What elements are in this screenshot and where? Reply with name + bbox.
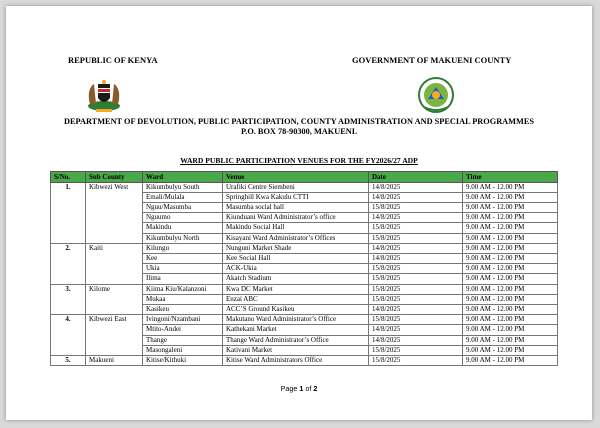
table-cell-date: 14/8/2025 xyxy=(369,243,463,253)
makueni-county-seal-icon xyxy=(416,75,456,115)
table-cell-sub xyxy=(86,192,143,202)
table-cell-venue: Thange Ward Administrator’s Office xyxy=(223,335,369,345)
table-cell-venue: Urafiki Centre Siembeni xyxy=(223,182,369,192)
table-cell-date: 14/8/2025 xyxy=(369,213,463,223)
table-cell-time: 9.00 AM - 12.00 PM xyxy=(463,315,558,325)
table-cell-sub xyxy=(86,335,143,345)
table-header-row xyxy=(51,172,558,183)
table-cell-sno xyxy=(51,264,86,274)
table-row xyxy=(51,325,558,335)
table-cell-date: 15/8/2025 xyxy=(369,264,463,274)
header-government-of-makueni: GOVERNMENT OF MAKUENI COUNTY xyxy=(352,55,512,65)
table-cell-date: 15/8/2025 xyxy=(369,223,463,233)
table-cell-date: 14/8/2025 xyxy=(369,325,463,335)
table-cell-sub: Kaiti xyxy=(86,243,143,253)
table-cell-ward: Masongaleni xyxy=(143,345,223,355)
table-cell-venue: ACK-Ukia xyxy=(223,264,369,274)
table-cell-time: 9.00 AM - 12.00 PM xyxy=(463,325,558,335)
table-cell-sub xyxy=(86,264,143,274)
table-cell-ward: Nguu/Masumba xyxy=(143,202,223,212)
table-cell-sub xyxy=(86,213,143,223)
table-cell-ward: Ivingoni/Nzambani xyxy=(143,315,223,325)
table-cell-time: 9.00 AM - 12.00 PM xyxy=(463,345,558,355)
table-row xyxy=(51,345,558,355)
table-row xyxy=(51,223,558,233)
column-header: Venue xyxy=(223,172,369,183)
table-cell-sub xyxy=(86,233,143,243)
table-cell-sno: 3. xyxy=(51,284,86,294)
table-cell-ward: Kikumbulyu South xyxy=(143,182,223,192)
column-header: Sub County xyxy=(86,172,143,183)
venues-table xyxy=(50,171,558,366)
table-cell-time: 9.00 AM - 12.00 PM xyxy=(463,192,558,202)
table-row xyxy=(51,182,558,192)
table-cell-sub xyxy=(86,223,143,233)
table-cell-sub: Kibwezi West xyxy=(86,182,143,192)
table-cell-venue: Kiunduani Ward Administrator’s office xyxy=(223,213,369,223)
table-cell-time: 9.00 AM - 12.00 PM xyxy=(463,294,558,304)
table-cell-time: 9.00 AM - 12.00 PM xyxy=(463,223,558,233)
table-cell-sub xyxy=(86,304,143,314)
document-page xyxy=(6,6,592,420)
table-cell-venue: Akatch Stadium xyxy=(223,274,369,284)
table-cell-ward: Kikumbulyu North xyxy=(143,233,223,243)
table-cell-time: 9.00 AM - 12.00 PM xyxy=(463,182,558,192)
table-cell-time: 9.00 AM - 12.00 PM xyxy=(463,284,558,294)
table-cell-ward: Thange xyxy=(143,335,223,345)
table-cell-ward: Kilungu xyxy=(143,243,223,253)
table-cell-venue: Makindu Social Hall xyxy=(223,223,369,233)
page-total: 2 xyxy=(313,384,318,393)
page-number xyxy=(6,384,592,393)
table-cell-venue: Kisayani Ward Administrator’s Offices xyxy=(223,233,369,243)
table-cell-venue: Kitise Ward Administrators Office xyxy=(223,355,369,365)
table-cell-sno xyxy=(51,253,86,263)
page-mid: of xyxy=(303,384,314,393)
table-body xyxy=(51,182,558,366)
table-cell-venue: Makutano Ward Administrator’s Office xyxy=(223,315,369,325)
table-row xyxy=(51,274,558,284)
kenya-coat-of-arms-icon xyxy=(82,76,126,116)
table-cell-date: 15/8/2025 xyxy=(369,233,463,243)
table-row xyxy=(51,294,558,304)
column-header: Date xyxy=(369,172,463,183)
table-cell-ward: Kitise/Kithuki xyxy=(143,355,223,365)
table-cell-sno xyxy=(51,202,86,212)
header-republic-of-kenya: REPUBLIC OF KENYA xyxy=(68,55,158,65)
table-cell-venue: Nunguni Market Shade xyxy=(223,243,369,253)
table-row xyxy=(51,253,558,263)
table-cell-date: 14/8/2025 xyxy=(369,182,463,192)
table-cell-time: 9.00 AM - 12.00 PM xyxy=(463,335,558,345)
table-cell-ward: Ilima xyxy=(143,274,223,284)
table-cell-ward: Mukaa xyxy=(143,294,223,304)
table-row xyxy=(51,213,558,223)
table-row xyxy=(51,192,558,202)
table-cell-date: 15/8/2025 xyxy=(369,284,463,294)
table-cell-time: 9.00 AM - 12.00 PM xyxy=(463,274,558,284)
table-cell-time: 9.00 AM - 12.00 PM xyxy=(463,253,558,263)
table-cell-venue: Kee Social Hall xyxy=(223,253,369,263)
table-row xyxy=(51,284,558,294)
table-cell-ward: Nguumo xyxy=(143,213,223,223)
department-name: DEPARTMENT OF DEVOLUTION, PUBLIC PARTICIPATION, COUNTY ADMINISTRATION AND SPECIAL PROGRAMMES xyxy=(64,117,534,126)
table-cell-sub: Makueni xyxy=(86,355,143,365)
table-row xyxy=(51,355,558,365)
table-row xyxy=(51,304,558,314)
column-header: Time xyxy=(463,172,558,183)
department-address: P.O. BOX 78-90300, MAKUENI. xyxy=(240,127,358,136)
table-cell-sub: Kibwezi East xyxy=(86,315,143,325)
table-cell-venue: Enzai ABC xyxy=(223,294,369,304)
table-cell-ward: Mtito-Andei xyxy=(143,325,223,335)
table-cell-ward: Kiima Kiu/Kalanzoni xyxy=(143,284,223,294)
column-header: S/No. xyxy=(51,172,86,183)
page-prefix: Page xyxy=(280,384,300,393)
table-cell-time: 9.00 AM - 12.00 PM xyxy=(463,355,558,365)
table-cell-venue: Kwa DC Market xyxy=(223,284,369,294)
table-cell-date: 14/8/2025 xyxy=(369,304,463,314)
table-cell-sno xyxy=(51,274,86,284)
table-cell-date: 15/8/2025 xyxy=(369,355,463,365)
table-cell-sno: 4. xyxy=(51,315,86,325)
table-cell-sub xyxy=(86,274,143,284)
table-cell-ward: Emali/Mulala xyxy=(143,192,223,202)
table-cell-date: 15/8/2025 xyxy=(369,202,463,212)
table-cell-venue: Kativani Market xyxy=(223,345,369,355)
table-cell-ward: Kee xyxy=(143,253,223,263)
table-cell-date: 14/8/2025 xyxy=(369,192,463,202)
table-cell-sub xyxy=(86,325,143,335)
table-cell-date: 15/8/2025 xyxy=(369,294,463,304)
table-cell-sno xyxy=(51,223,86,233)
table-cell-sno: 5. xyxy=(51,355,86,365)
table-cell-date: 15/8/2025 xyxy=(369,315,463,325)
table-row xyxy=(51,315,558,325)
table-cell-time: 9.00 AM - 12.00 PM xyxy=(463,202,558,212)
table-cell-venue: Springhill Kwa Kakulu CTTI xyxy=(223,192,369,202)
table-cell-time: 9.00 AM - 12.00 PM xyxy=(463,213,558,223)
table-cell-venue: ACC’S Ground Kasikeu xyxy=(223,304,369,314)
table-cell-sub: Kilome xyxy=(86,284,143,294)
table-cell-sno xyxy=(51,213,86,223)
table-title: WARD PUBLIC PARTICIPATION VENUES FOR THE FY2026/27 ADP xyxy=(180,156,418,165)
table-cell-venue: Masumba social hall xyxy=(223,202,369,212)
table-cell-sno xyxy=(51,325,86,335)
table-cell-sub xyxy=(86,294,143,304)
table-cell-sno xyxy=(51,304,86,314)
table-cell-sno xyxy=(51,192,86,202)
department-heading xyxy=(6,117,592,137)
table-cell-sno xyxy=(51,233,86,243)
table-row xyxy=(51,233,558,243)
table-cell-sub xyxy=(86,345,143,355)
table-row xyxy=(51,264,558,274)
table-cell-ward: Ukia xyxy=(143,264,223,274)
table-cell-date: 14/8/2025 xyxy=(369,335,463,345)
table-row xyxy=(51,243,558,253)
table-cell-ward: Makindu xyxy=(143,223,223,233)
table-cell-venue: Kathekani Market xyxy=(223,325,369,335)
page-current: 1 xyxy=(299,384,304,393)
table-cell-time: 9.00 AM - 12.00 PM xyxy=(463,264,558,274)
column-header: Ward xyxy=(143,172,223,183)
table-cell-sno: 2. xyxy=(51,243,86,253)
table-cell-sub xyxy=(86,253,143,263)
table-cell-sno xyxy=(51,294,86,304)
table-cell-time: 9.00 AM - 12.00 PM xyxy=(463,233,558,243)
table-row xyxy=(51,335,558,345)
table-cell-date: 14/8/2025 xyxy=(369,253,463,263)
table-cell-time: 9.00 AM - 12.00 PM xyxy=(463,304,558,314)
table-row xyxy=(51,202,558,212)
table-cell-date: 15/8/2025 xyxy=(369,274,463,284)
table-cell-time: 9.00 AM - 12.00 PM xyxy=(463,243,558,253)
table-cell-sno: 1. xyxy=(51,182,86,192)
table-cell-ward: Kasikeu xyxy=(143,304,223,314)
table-cell-sub xyxy=(86,202,143,212)
table-cell-sno xyxy=(51,335,86,345)
table-cell-date: 15/8/2025 xyxy=(369,345,463,355)
table-cell-sno xyxy=(51,345,86,355)
